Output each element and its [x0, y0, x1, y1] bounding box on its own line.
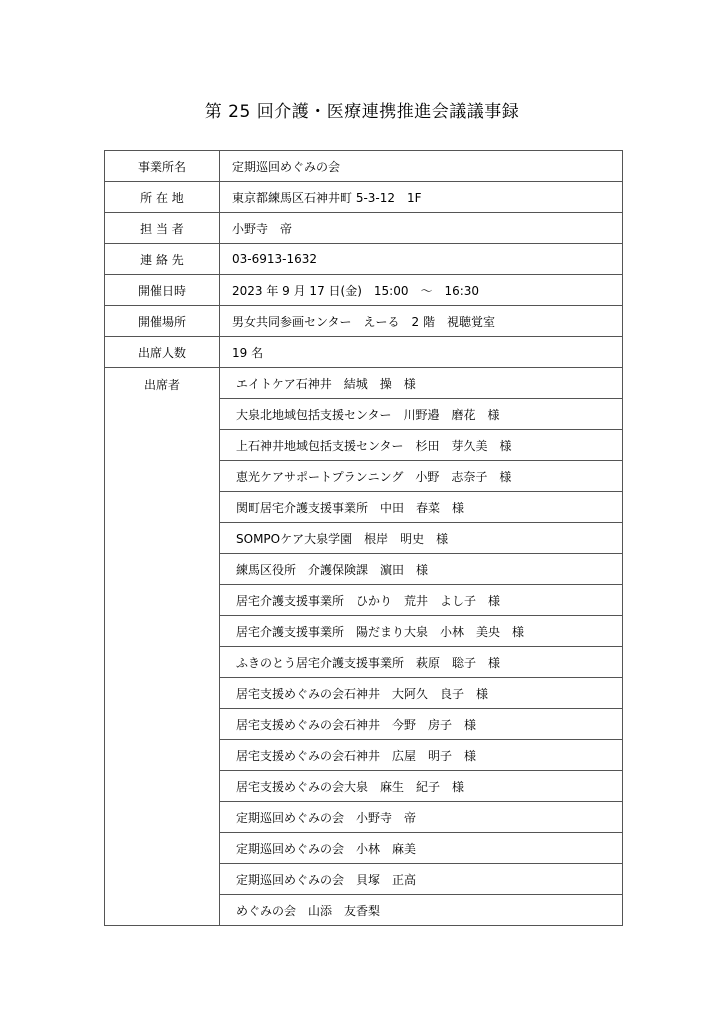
attendee-item: 居宅支援めぐみの会石神井 広屋 明子 様 — [220, 740, 623, 771]
attendee-item: ふきのとう居宅介護支援事業所 萩原 聡子 様 — [220, 647, 623, 678]
attendee-item: 居宅支援めぐみの会石神井 大阿久 良子 様 — [220, 678, 623, 709]
attendee-item: 恵光ケアサポートプランニング 小野 志奈子 様 — [220, 461, 623, 492]
attendee-item: 関町居宅介護支援事業所 中田 春菜 様 — [220, 492, 623, 523]
value-venue: 男女共同参画センター えーる 2 階 視聴覚室 — [220, 306, 623, 337]
attendee-item: 練馬区役所 介護保険課 濵田 様 — [220, 554, 623, 585]
attendee-row — [105, 368, 623, 399]
attendee-item: 居宅介護支援事業所 陽だまり大泉 小林 美央 様 — [220, 616, 623, 647]
attendee-item: 上石神井地域包括支援センター 杉田 芽久美 様 — [220, 430, 623, 461]
label-address: 所 在 地 — [105, 182, 220, 213]
value-person-in-charge: 小野寺 帝 — [220, 213, 623, 244]
label-attendance-count: 出席人数 — [105, 337, 220, 368]
info-row-person-in-charge — [105, 213, 623, 244]
label-attendees: 出席者 — [105, 368, 220, 926]
attendee-item: 定期巡回めぐみの会 小林 麻美 — [220, 833, 623, 864]
label-contact: 連 絡 先 — [105, 244, 220, 275]
info-row-office-name — [105, 151, 623, 182]
value-datetime: 2023 年 9 月 17 日(金) 15:00 ～ 16:30 — [220, 275, 623, 306]
attendee-item: 居宅支援めぐみの会石神井 今野 房子 様 — [220, 709, 623, 740]
label-person-in-charge: 担 当 者 — [105, 213, 220, 244]
info-row-contact — [105, 244, 623, 275]
attendee-item: SOMPOケア大泉学園 根岸 明史 様 — [220, 523, 623, 554]
info-row-datetime — [105, 275, 623, 306]
info-row-venue — [105, 306, 623, 337]
attendee-item: 定期巡回めぐみの会 貝塚 正高 — [220, 864, 623, 895]
attendee-item: エイトケア石神井 結城 操 様 — [220, 368, 623, 399]
label-datetime: 開催日時 — [105, 275, 220, 306]
value-address: 東京都練馬区石神井町 5-3-12 1F — [220, 182, 623, 213]
attendee-item: 居宅介護支援事業所 ひかり 荒井 よし子 様 — [220, 585, 623, 616]
value-office-name: 定期巡回めぐみの会 — [220, 151, 623, 182]
attendee-item: めぐみの会 山添 友香梨 — [220, 895, 623, 926]
label-venue: 開催場所 — [105, 306, 220, 337]
info-row-attendance-count — [105, 337, 623, 368]
label-office-name: 事業所名 — [105, 151, 220, 182]
value-contact: 03-6913-1632 — [220, 244, 623, 275]
attendee-item: 大泉北地域包括支援センター 川野邉 磨花 様 — [220, 399, 623, 430]
attendee-item: 居宅支援めぐみの会大泉 麻生 紀子 様 — [220, 771, 623, 802]
attendee-item: 定期巡回めぐみの会 小野寺 帝 — [220, 802, 623, 833]
value-attendance-count: 19 名 — [220, 337, 623, 368]
minutes-table — [104, 150, 623, 926]
document-title: 第 25 回介護・医療連携推進会議議事録 — [204, 102, 520, 122]
info-row-address — [105, 182, 623, 213]
